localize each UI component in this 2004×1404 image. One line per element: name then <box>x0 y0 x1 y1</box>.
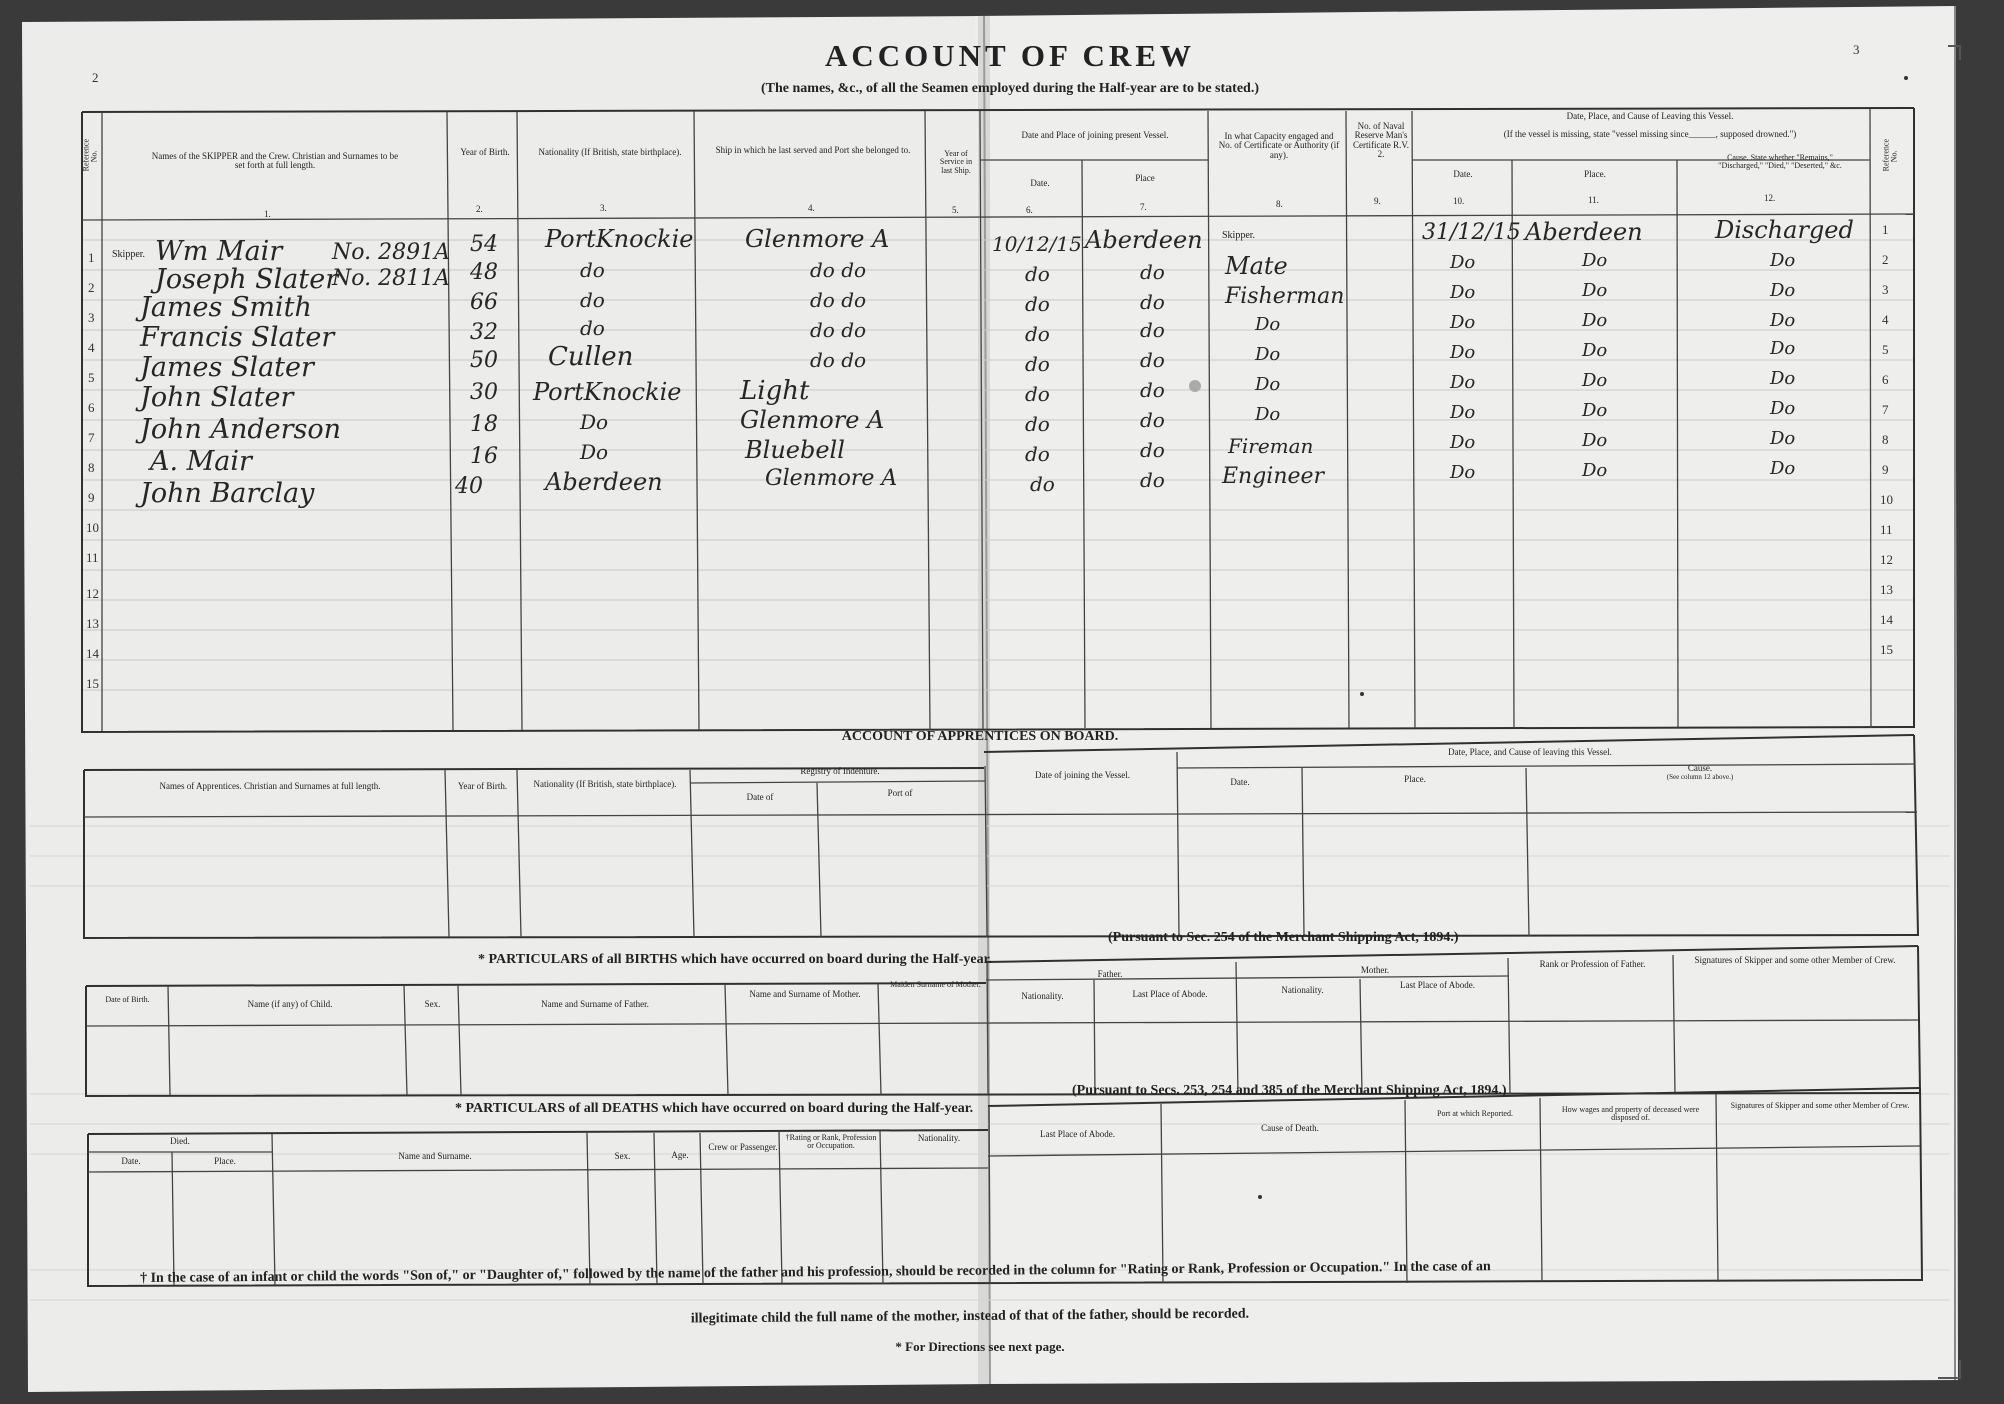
crew-name: Joseph Slater <box>155 264 339 295</box>
crew-nationality: Cullen <box>548 342 634 372</box>
row-number-right: 5 <box>1882 342 1889 357</box>
crew-certificate: No. 2891A <box>332 240 450 265</box>
appr-header-names: Names of Apprentices. Christian and Surnames at full length. <box>159 781 381 791</box>
page-number-right: 3 <box>1853 42 1860 57</box>
crew-leave-date: Do <box>1450 342 1476 363</box>
crew-title: ACCOUNT OF CREW <box>824 38 1195 73</box>
crew-name: A. Mair <box>150 446 252 477</box>
death-header-cause: Cause of Death. <box>1261 1123 1319 1133</box>
appr-header-registry: Registry of Indenture. <box>800 766 880 776</box>
row-number-right: 15 <box>1880 642 1893 657</box>
crew-certificate: No. 2811A <box>332 266 450 291</box>
crew-year: 18 <box>470 412 498 437</box>
crew-year: 16 <box>470 444 498 469</box>
header-names: Names of the SKIPPER and the Crew. Christian and Surnames to be set forth at full length. <box>151 151 399 171</box>
row-number-left: 9 <box>88 490 95 505</box>
crew-cause: Do <box>1770 310 1796 331</box>
crew-ship: Glenmore A <box>740 406 885 434</box>
crew-nationality: Do <box>580 440 609 464</box>
crew-leave-place: Do <box>1582 370 1608 391</box>
crew-ship: Light <box>740 376 810 406</box>
crew-cause: Do <box>1770 280 1796 301</box>
crew-cause: Do <box>1770 368 1796 389</box>
col-number: 4. <box>808 203 815 213</box>
death-header-name: Name and Surname. <box>398 1151 472 1161</box>
col-number: 7. <box>1140 202 1147 212</box>
crew-leave-place: Do <box>1582 430 1608 451</box>
crew-join-date: do <box>1025 292 1050 316</box>
death-header-wages: How wages and property of deceased were disposed of. <box>1561 1105 1700 1123</box>
crew-join-place: do <box>1140 408 1165 432</box>
crew-year: 40 <box>455 474 483 499</box>
header-naval: No. of Naval Reserve Man's Certificate R.V. 2. <box>1352 121 1410 160</box>
col-number: 8. <box>1276 199 1283 209</box>
crew-capacity: Engineer <box>1222 464 1325 489</box>
crew-join-place: do <box>1140 348 1165 372</box>
apprentices-title: ACCOUNT OF APPRENTICES ON BOARD. <box>841 729 1119 744</box>
col-number: 9. <box>1374 196 1381 206</box>
appr-header-date-joining: Date of joining the Vessel. <box>1034 770 1131 780</box>
death-header-nationality: Nationality. <box>917 1133 961 1143</box>
row-number-left: 6 <box>88 400 95 415</box>
col-number: 11. <box>1588 195 1599 205</box>
birth-header-father: Father. <box>1097 969 1123 979</box>
crew-join-date: do <box>1025 322 1050 346</box>
crew-nationality: Aberdeen <box>545 468 663 496</box>
row-number-left: 15 <box>86 676 99 691</box>
page-number-left: 2 <box>92 70 99 85</box>
right-page <box>975 6 1958 1384</box>
crew-nationality: Do <box>580 410 609 434</box>
row-number-right: 13 <box>1880 582 1893 597</box>
crew-leave-date: Do <box>1450 432 1476 453</box>
crew-leave-place: Aberdeen <box>1525 218 1643 246</box>
crew-year: 32 <box>470 320 498 345</box>
header-ref-right: Reference No. <box>1881 138 1899 172</box>
row-number-left: 14 <box>86 646 99 661</box>
crew-leave-date: Do <box>1450 282 1476 303</box>
crew-leave-date: 31/12/15 <box>1422 220 1521 245</box>
crew-cause: Do <box>1770 338 1796 359</box>
crew-ship: do do <box>810 348 867 372</box>
row-number-right: 3 <box>1882 282 1889 297</box>
crew-capacity: Do <box>1255 374 1281 395</box>
death-header-sex: Sex. <box>614 1151 631 1161</box>
crew-name: James Slater <box>140 352 314 383</box>
birth-header-date: Date of Birth. <box>105 995 150 1004</box>
crew-join-place: do <box>1140 378 1165 402</box>
crew-nationality: PortKnockie <box>545 225 694 253</box>
death-header-died: Died. <box>170 1136 190 1146</box>
header-ship: Ship in which he last served and Port she belonged to. <box>715 145 911 155</box>
crew-capacity: Do <box>1255 314 1281 335</box>
appr-header-year: Year of Birth. <box>457 781 508 791</box>
crew-join-place: do <box>1140 468 1165 492</box>
crew-subtitle: (The names, &c., of all the Seamen employed during the Half-year are to be stated.) <box>761 81 1259 96</box>
crew-leave-date: Do <box>1450 402 1476 423</box>
row-number-right: 12 <box>1880 552 1893 567</box>
crew-cause: Do <box>1770 428 1796 449</box>
crew-join-date: do <box>1025 262 1050 286</box>
row-number-right: 11 <box>1880 522 1893 537</box>
crew-year: 50 <box>470 348 498 373</box>
crew-year: 54 <box>470 232 498 257</box>
header-nationality: Nationality (If British, state birthplace). <box>538 147 682 157</box>
appr-header-date: Date. <box>1230 777 1250 787</box>
births-act: (Pursuant to Sec. 254 of the Merchant Shipping Act, 1894.) <box>1108 930 1459 945</box>
header-leave-date: Date. <box>1453 169 1473 179</box>
col-number: 2. <box>476 204 483 214</box>
birth-header-signatures: Signatures of Skipper and some other Member of Crew. <box>1694 955 1896 965</box>
crew-join-place: Aberdeen <box>1085 226 1203 254</box>
crew-join-place: do <box>1140 318 1165 342</box>
header-year-service: Year of Service in last Ship. <box>939 149 973 175</box>
birth-header-mother-nationality: Nationality. <box>1281 985 1324 995</box>
row-number-left: 12 <box>86 586 99 601</box>
births-title: * PARTICULARS of all BIRTHS which have occurred on board during the Half-year. <box>478 952 993 967</box>
crew-nationality: PortKnockie <box>533 378 682 406</box>
crew-capacity: Do <box>1255 344 1281 365</box>
col-number: 10. <box>1453 196 1465 206</box>
death-header-place: Place. <box>214 1156 236 1166</box>
crew-leave-place: Do <box>1582 460 1608 481</box>
crew-join-date: 10/12/15 <box>992 232 1082 256</box>
death-header-age: Age. <box>671 1150 689 1160</box>
crew-cause: Do <box>1770 250 1796 271</box>
row-number-left: 13 <box>86 616 99 631</box>
crew-leave-place: Do <box>1582 310 1608 331</box>
crew-leave-date: Do <box>1450 372 1476 393</box>
crew-ship: do do <box>810 258 867 282</box>
crew-leave-place: Do <box>1582 400 1608 421</box>
row-number-left: 11 <box>86 550 99 565</box>
crew-leave-date: Do <box>1450 252 1476 273</box>
death-header-signatures: Signatures of Skipper and some other Member of Crew. <box>1730 1101 1910 1110</box>
crew-leave-date: Do <box>1450 312 1476 333</box>
crew-ship: Glenmore A <box>765 466 898 491</box>
crew-join-date: do <box>1025 382 1050 406</box>
appr-header-port-of: Port of <box>887 788 913 798</box>
crew-join-place: do <box>1140 438 1165 462</box>
row-number-left: 7 <box>88 430 95 445</box>
header-leave-cause: Cause. State whether "Remains," "Discharged," "Died," "Deserted," &c. <box>1718 153 1842 171</box>
header-join-place: Place <box>1135 173 1155 183</box>
crew-name: John Barclay <box>140 478 315 509</box>
row-number-right: 1 <box>1882 222 1889 237</box>
col-number: 12. <box>1764 193 1776 203</box>
death-header-crew: Crew or Passenger. <box>708 1142 778 1152</box>
col-number: 3. <box>600 203 607 213</box>
row-number-right: 14 <box>1880 612 1893 627</box>
death-header-port: Port at which Reported. <box>1437 1109 1513 1118</box>
crew-capacity: Fireman <box>1228 434 1314 458</box>
appr-header-nationality: Nationality (If British, state birthplace). <box>533 779 677 789</box>
crew-nationality: do <box>580 258 605 282</box>
crew-join-place: do <box>1140 260 1165 284</box>
row-number-left: 2 <box>88 280 95 295</box>
death-header-rating: †Rating or Rank, Profession or Occupation. <box>785 1133 877 1151</box>
appr-header-leaving: Date, Place, and Cause of leaving this Vessel. <box>1448 747 1612 757</box>
crew-join-date: do <box>1025 352 1050 376</box>
crew-name: John Slater <box>140 382 294 413</box>
col-number: 6. <box>1026 205 1033 215</box>
crew-join-date: do <box>1025 442 1050 466</box>
row-number-left: 5 <box>88 370 95 385</box>
birth-header-rank: Rank or Profession of Father. <box>1539 959 1646 969</box>
crew-name: James Smith <box>140 292 312 323</box>
crew-leave-place: Do <box>1582 250 1608 271</box>
crew-join-date: do <box>1030 472 1055 496</box>
crew-nationality: do <box>580 316 605 340</box>
crew-ship: do do <box>810 288 867 312</box>
birth-header-child: Name (if any) of Child. <box>247 999 333 1009</box>
header-leaving: Date, Place, and Cause of Leaving this Vessel. <box>1566 111 1734 121</box>
birth-header-father-abode: Last Place of Abode. <box>1132 989 1208 999</box>
crew-cause: Do <box>1770 458 1796 479</box>
row-number-left: 1 <box>88 250 95 265</box>
row-number-right: 2 <box>1882 252 1889 267</box>
header-leave-place: Place. <box>1584 169 1606 179</box>
crew-year: 48 <box>470 260 498 285</box>
footnote-dagger-line2: illegitimate child the full name of the mother, instead of that of the father, should be recorded. <box>690 1306 1250 1327</box>
skipper-label: Skipper. <box>112 249 146 260</box>
crew-nationality: do <box>580 288 605 312</box>
crew-ship: do do <box>810 318 867 342</box>
crew-year: 66 <box>470 290 498 315</box>
row-number-right: 8 <box>1882 432 1889 447</box>
appr-header-cause-note: (See column 12 above.) <box>1666 773 1734 781</box>
col-number: 1. <box>264 209 271 219</box>
header-leaving-note: (If the vessel is missing, state "vessel missing since______, supposed drowned.") <box>1503 129 1797 139</box>
crew-ship: Glenmore A <box>745 225 890 253</box>
birth-header-sex: Sex. <box>424 999 441 1009</box>
crew-cause: Do <box>1770 398 1796 419</box>
col-number: 5. <box>952 205 959 215</box>
row-number-left: 4 <box>88 340 95 355</box>
crew-capacity: Mate <box>1225 252 1288 280</box>
row-number-right: 10 <box>1880 492 1893 507</box>
row-number-left: 8 <box>88 460 95 475</box>
row-number-right: 4 <box>1882 312 1889 327</box>
row-number-right: 9 <box>1882 462 1889 477</box>
appr-header-date-of: Date of <box>746 792 774 802</box>
row-number-left: 3 <box>88 310 95 325</box>
crew-capacity: Do <box>1255 404 1281 425</box>
crew-leave-date: Do <box>1450 462 1476 483</box>
crew-name: John Anderson <box>140 414 341 445</box>
crew-name: Francis Slater <box>140 322 335 353</box>
capacity-skipper-label: Skipper. <box>1222 230 1256 241</box>
appr-header-cause: Cause. <box>1687 763 1713 773</box>
header-year: Year of Birth. <box>460 147 510 157</box>
birth-header-mother-abode: Last Place of Abode. <box>1400 980 1475 990</box>
death-header-abode: Last Place of Abode. <box>1040 1129 1115 1139</box>
crew-name: Wm Mair <box>155 236 283 267</box>
birth-header-maiden: Maiden Surname of Mother. <box>890 980 981 989</box>
birth-header-father-name: Name and Surname of Father. <box>541 999 649 1009</box>
birth-header-father-nationality: Nationality. <box>1021 991 1064 1001</box>
crew-year: 30 <box>470 380 498 405</box>
birth-header-mother-name: Name and Surname of Mother. <box>749 989 861 999</box>
header-capacity: In what Capacity engaged and No. of Certificate or Authority (if any). <box>1218 131 1340 160</box>
deaths-title: * PARTICULARS of all DEATHS which have occurred on board during the Half-year. <box>455 1101 974 1116</box>
appr-header-place: Place. <box>1404 774 1426 784</box>
footnote-dagger-line1: † In the case of an infant or child the words "Son of," or "Daughter of," followed by the name of the father and his profession, should be recorded in the column for "Rating or Rank, Profession or Occupation." In the case of an <box>139 1259 1491 1286</box>
death-header-date: Date. <box>121 1156 141 1166</box>
crew-capacity: Fisherman <box>1225 284 1345 309</box>
row-number-right: 6 <box>1882 372 1889 387</box>
crew-join-place: do <box>1140 290 1165 314</box>
footnote-directions: * For Directions see next page. <box>895 1339 1065 1354</box>
header-join-date: Date. <box>1030 178 1050 188</box>
crew-join-date: do <box>1025 412 1050 436</box>
crew-cause: Discharged <box>1715 216 1854 244</box>
crew-leave-place: Do <box>1582 340 1608 361</box>
left-page <box>22 16 992 1392</box>
header-joining: Date and Place of joining present Vessel. <box>1021 130 1169 140</box>
crew-leave-place: Do <box>1582 280 1608 301</box>
row-number-right: 7 <box>1882 402 1889 417</box>
crew-ship: Bluebell <box>745 436 845 464</box>
birth-header-mother: Mother. <box>1360 965 1390 975</box>
deaths-act: (Pursuant to Secs. 253, 254 and 385 of the Merchant Shipping Act, 1894.) <box>1072 1083 1507 1098</box>
row-number-left: 10 <box>86 520 99 535</box>
header-ref-left: Reference No. <box>81 138 99 172</box>
